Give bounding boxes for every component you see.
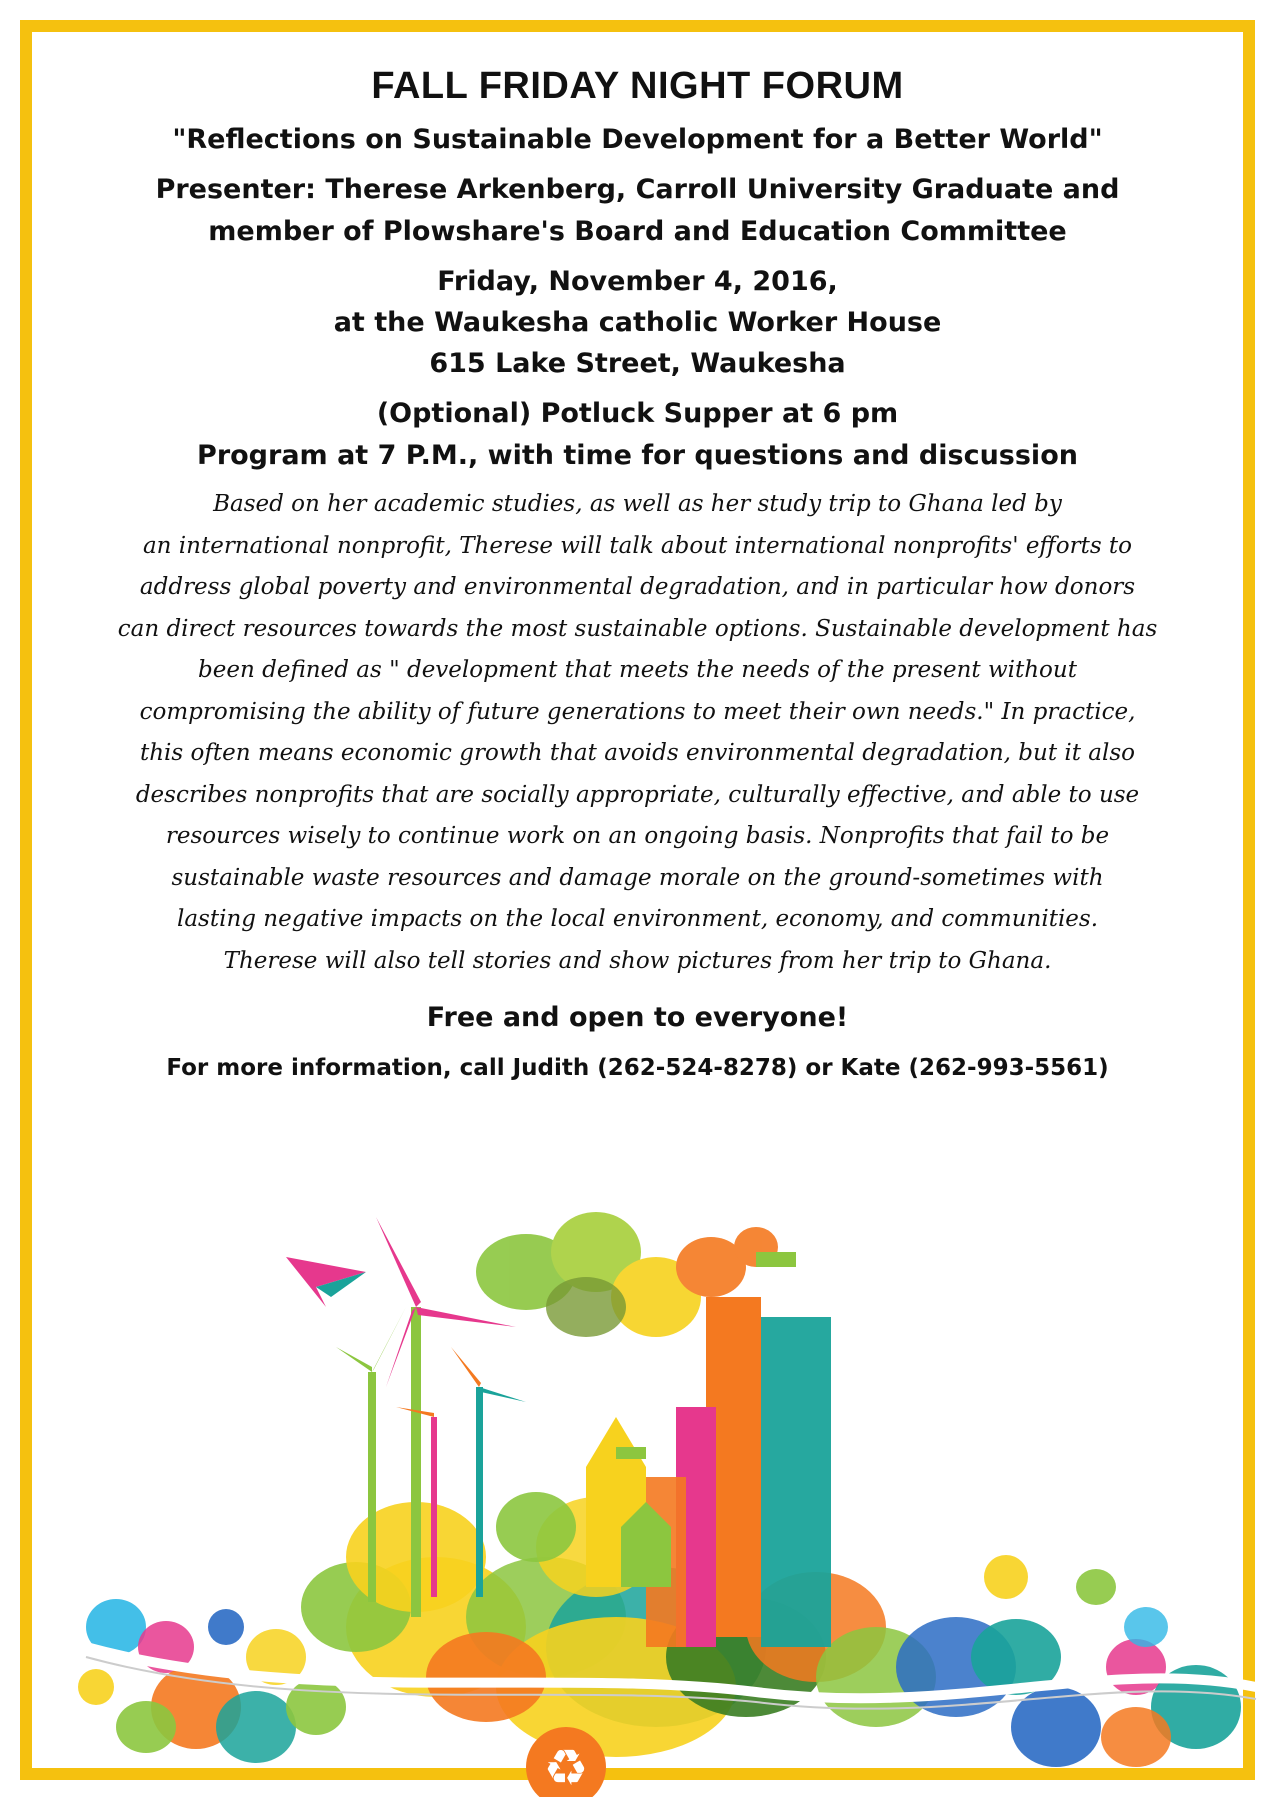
event-date: Friday, November 4, 2016, <box>437 266 838 297</box>
contact-info: For more information, call Judith (262-524-8278) or Kate (262-993-5561) <box>166 1055 1109 1081</box>
description-line: resources wisely to continue work on an ongoing basis. Nonprofits that fail to be <box>165 823 1110 849</box>
schedule-supper: (Optional) Potluck Supper at 6 pm <box>376 398 899 429</box>
sustainable-city-illustration <box>56 1187 1267 1797</box>
description-line: been defined as " development that meets the needs of the present without <box>198 657 1077 683</box>
description <box>92 484 1183 982</box>
description-line: Based on her academic studies, as well as her study trip to Ghana led by <box>213 491 1062 517</box>
description-line: can direct resources towards the most sustainable options. Sustainable development has <box>117 615 1158 642</box>
description-line: address global poverty and environmental degradation, and in particular how donors <box>139 574 1136 600</box>
description-line: describes nonprofits that are socially appropriate, culturally effective, and able to use <box>135 781 1140 808</box>
presenter-block <box>32 172 1243 250</box>
event-block <box>32 264 1243 382</box>
svg-text:♻: ♻ <box>543 1739 589 1797</box>
presenter-line: Presenter: Therese Arkenberg, Carroll University Graduate and <box>155 174 1120 205</box>
flyer-subtitle: "Reflections on Sustainable Development for a Better World" <box>172 124 1103 155</box>
flyer-content <box>32 62 1243 1086</box>
description-line: lasting negative impacts on the local environment, economy, and communities. <box>176 906 1099 932</box>
schedule-program: Program at 7 P.M., with time for questions and discussion <box>197 440 1078 471</box>
flyer-title: FALL FRIDAY NIGHT FORUM <box>371 65 904 107</box>
free-admission: Free and open to everyone! <box>426 1002 849 1033</box>
description-line: an international nonprofit, Therese will talk about international nonprofits' efforts to <box>142 532 1133 559</box>
event-venue: at the Waukesha catholic Worker House <box>333 307 942 338</box>
description-line: compromising the ability of future generations to meet their own needs." In practice, <box>139 698 1136 725</box>
presenter-line: member of Plowshare's Board and Education Committee <box>208 216 1067 247</box>
description-line: Therese will also tell stories and show pictures from her trip to Ghana. <box>223 947 1052 974</box>
description-line: sustainable waste resources and damage morale on the ground-sometimes with <box>171 864 1104 891</box>
paper-plane-icon <box>286 1257 366 1307</box>
flyer-border <box>20 20 1255 1797</box>
description-line: this often means economic growth that avoids environmental degradation, but it also <box>139 740 1136 766</box>
schedule-block <box>32 396 1243 474</box>
event-address: 615 Lake Street, Waukesha <box>429 348 846 379</box>
